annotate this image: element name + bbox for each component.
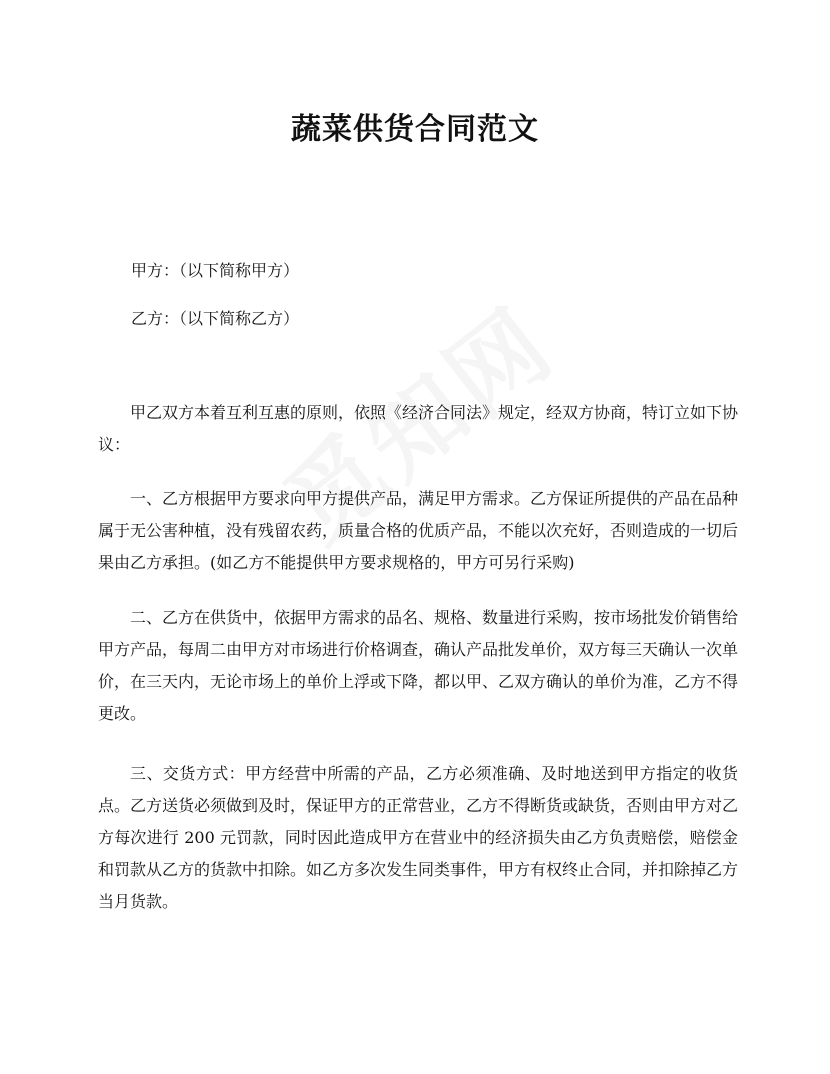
party-b-line: 乙方：（以下简称乙方） — [131, 309, 300, 328]
party-a-line: 甲方：（以下简称甲方） — [131, 261, 300, 280]
page-title: 蔬菜供货合同范文 — [291, 112, 539, 147]
clause-3-paragraph: 三、交货方式：甲方经营中所需的产品，乙方必须准确、及时地送到甲方指定的收货点。乙方送货必须做到及时，保证甲方的正常营业，乙方不得断货或缺货，否则由甲方对乙方每次进行 200 元罚款，同时因此造成甲方在营业中的经济损失由乙方负责赔偿，赔偿金和罚款从乙方的货款中扣除。如乙方多次发生同类事件，甲方有权终止合同，并扣除掉乙方当月货款。 — [98, 764, 739, 911]
clause-1-paragraph: 一、乙方根据甲方要求向甲方提供产品，满足甲方需求。乙方保证所提供的产品在品种属于无公害种植，没有残留农药，质量合格的优质产品，不能以次充好，否则造成的一切后果由乙方承担。(如乙方不能提供甲方要求规格的，甲方可另行采购) — [98, 489, 739, 572]
preamble-paragraph: 甲乙双方本着互利互惠的原则，依照《经济合同法》规定，经双方协商，特订立如下协议： — [98, 403, 739, 454]
clause-2-paragraph: 二、乙方在供货中，依据甲方需求的品名、规格、数量进行采购，按市场批发价销售给甲方产品，每周二由甲方对市场进行价格调查，确认产品批发单价，双方每三天确认一次单价，在三天内，无论市场上的单价上浮或下降，都以甲、乙双方确认的单价为准，乙方不得更改。 — [98, 608, 739, 723]
